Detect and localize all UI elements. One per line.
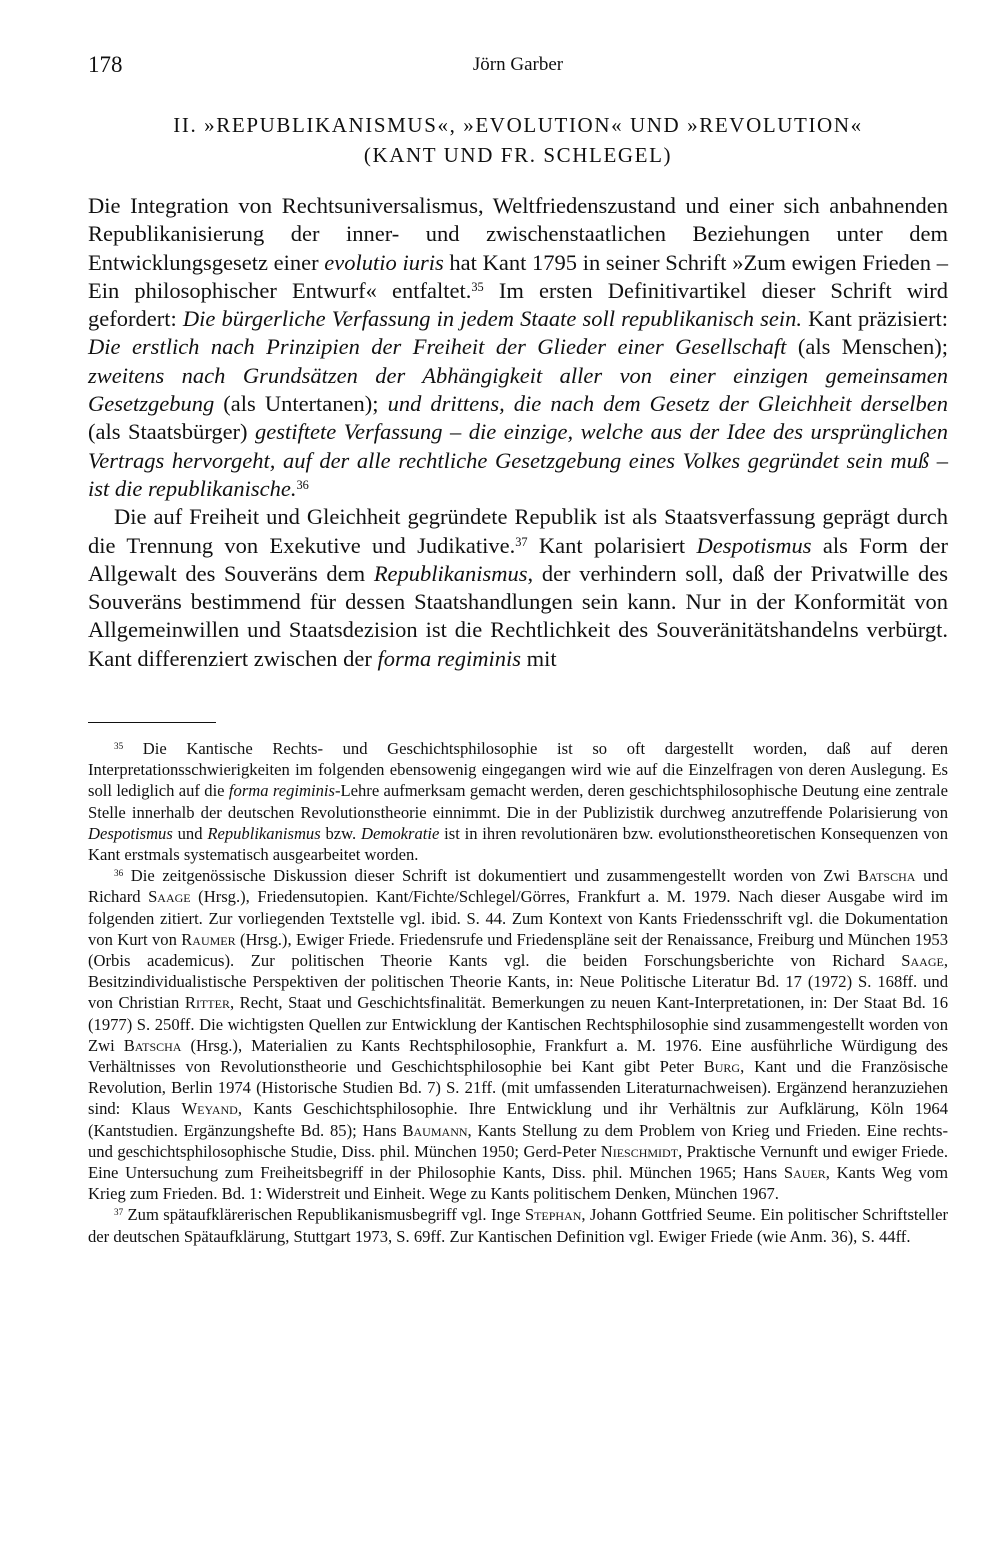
italic-run: Despotismus — [88, 823, 173, 843]
footnote-number: 36 — [114, 868, 124, 879]
text-run: mit — [521, 645, 557, 671]
text-run: Zum spätaufklärerischen Republikanismusbegriff vgl. Inge — [123, 1205, 525, 1225]
italic-run: Die bürgerliche Verfassung in jedem Staate soll republikanisch sein. — [182, 306, 803, 332]
text-run: (Hrsg.), Ewiger Friede. Friedensrufe und Friedenspläne seit der Renaissance, Freiburg und München 1953 (Orbis academicus). Zur politischen Theorie Kants vgl. die beiden Forschungsberichte von Richard — [88, 929, 948, 971]
text-run: , Kants Stellung zu dem Problem von Krieg und Frieden. Eine rechts- und geschichtsphilosophische Studie, Diss. phil. München 1950; Gerd-Peter — [88, 1120, 948, 1161]
text-run: , der verhindern soll, daß der Privatwille des Souveräns bestimmend für dessen Staatshandlungen sein kann. Nur in der Konformität von Allgemeinwillen und Staatsdezision ist die Rechtlichkeit des Souveränitätshandelns verbürgt. Kant differenziert zwischen der — [88, 560, 949, 671]
italic-run: und drittens, die nach dem Gesetz der Gleichheit derselben — [387, 391, 948, 417]
text-run: , Kants Geschichtsphilosophie. Ihre Entwicklung und ihr Verhältnis zur Aufklärung, Köln 1964 (Kantstudien. Ergänzungshefte Bd. 85); Hans — [88, 1099, 948, 1140]
text-run: , Besitzindividualistische Perspektiven der politischen Theorie Kants, in: Neue Politische Literatur Bd. 17 (1972) S. 168ff. und von Christian — [88, 951, 948, 1013]
author-name: Baumann — [402, 1120, 468, 1140]
text-run: Die Kantische Rechts- und Geschichtsphilosophie ist so oft dargestellt worden, daß auf deren Interpretationsschwierigkeiten im folgenden ebensowenig eingegangen wird wie auf die Einzelfragen von deren Auslegung. Es soll lediglich auf die — [88, 739, 948, 801]
author-name: Raumer — [181, 929, 236, 949]
italic-run: Republikanismus — [207, 823, 321, 843]
running-title: Jörn Garber — [472, 54, 564, 75]
italic-run: forma regiminis — [377, 645, 522, 671]
author-name: Stephan — [524, 1205, 582, 1225]
section-heading-line-1: II. »REPUBLIKANISMUS«, »EVOLUTION« UND »REVOLUTION« — [173, 113, 863, 137]
text-run: Die zeitgenössische Diskussion dieser Schrift ist dokumentiert und zusammengestellt worden von Zwi — [123, 866, 858, 886]
body-paragraph-2 — [88, 503, 948, 673]
author-name: Nieschmidt — [600, 1141, 679, 1161]
author-name: Batscha — [857, 866, 916, 886]
text-run: Kant polarisiert — [527, 532, 697, 558]
text-run: ist in ihren revolutionären bzw. evolutionstheoretischen Konsequenzen von Kant erstmals systematisch ausgearbeitet worden. — [88, 823, 948, 865]
text-run: (als Untertanen); — [214, 391, 388, 417]
text-run: , Praktische Vernunft und ewiger Friede. Eine Untersuchung zum Freiheitsbegriff in der Philosophie Kants, Diss. phil. München 1965; Hans — [88, 1141, 948, 1183]
text-run: Die auf Freiheit und Gleichheit gegründete Republik ist als Staatsverfassung geprägt durch die Trennung von Exekutive und Judikative. — [88, 504, 948, 558]
author-name: Saage — [148, 887, 191, 907]
footnote-35 — [88, 738, 948, 865]
italic-run: zweitens nach Grundsätzen der Abhängigkeit aller von einer einzigen gemeinsamen Gesetzgebung — [88, 362, 948, 417]
text-run: , Kants Weg vom Krieg zum Frieden. Bd. 1: Widerstreit und Einheit. Wege zu Kants politischem Denken, München 1967. — [88, 1163, 948, 1204]
text-run: , Johann Gottfried Seume. Ein politischer Schriftsteller der deutschen Spätaufklärung, Stuttgart 1973, S. 69ff. Zur Kantischen Definition vgl. Ewiger Friede (wie Anm. 36), S. 44ff. — [88, 1205, 948, 1246]
text-run: (als Staatsbürger) — [88, 419, 256, 445]
italic-run: Die erstlich nach Prinzipien der Freiheit der Glieder einer Gesellschaft — [88, 334, 787, 360]
author-name: Sauer — [783, 1163, 826, 1183]
text-run: als Form der Allgewalt des Souveräns dem — [88, 532, 948, 586]
body-text — [88, 192, 948, 673]
text-run: hat Kant 1795 in seiner Schrift »Zum ewigen Frieden – Ein philosophischer Entwurf« entfaltet. — [88, 249, 948, 303]
italic-run: Republikanismus — [373, 560, 528, 586]
text-run: bzw. — [320, 823, 361, 843]
text-run: (Hrsg.), Materialien zu Kants Rechtsphilosophie, Frankfurt a. M. 1976. Eine ausführliche Würdigung des Verhältnisses von Revolutionstheorie und Geschichtsphilosophie bei Kant gibt Peter — [88, 1035, 948, 1077]
text-run: und Richard — [88, 866, 948, 907]
author-name: Saage — [901, 951, 944, 971]
text-run: , Kant und die Französische Revolution, Berlin 1974 (Historische Studien Bd. 7) S. 21ff. (mit umfassenden Literaturnachweisen). Ergänzend heranzuziehen sind: Klaus — [88, 1057, 948, 1119]
author-name: Ritter — [184, 993, 230, 1013]
author-name: Weyand — [181, 1099, 238, 1119]
text-run: Die Integration von Rechtsuniversalismus, Weltfriedenszustand und einer sich anbahnenden Republikanisierung der inner- und zwischenstaatlichen Beziehungen unter dem Entwicklungsgesetz einer — [88, 193, 948, 275]
text-run: (als Menschen); — [786, 334, 949, 360]
text-run: Im ersten Definitivartikel dieser Schrift wird gefordert: — [88, 277, 949, 332]
section-heading — [88, 110, 948, 170]
body-paragraph-1 — [88, 192, 948, 503]
footnotes — [88, 738, 948, 1247]
footnote-divider — [88, 722, 216, 723]
text-run: Kant präzisiert: — [802, 306, 948, 332]
text-run: (Hrsg.), Friedensutopien. Kant/Fichte/Schlegel/Görres, Frankfurt a. M. 1979. Nach dieser Ausgabe wird im folgenden zitiert. Zur vorliegenden Textstelle vgl. ibid. S. 44. Zum Kontext von Kants Friedensschrift vgl. die Dokumentation von Kurt von — [88, 887, 948, 949]
footnote-ref-37[interactable]: 37 — [515, 534, 528, 549]
section-heading-line-2: (KANT UND FR. SCHLEGEL) — [363, 143, 673, 167]
italic-run: forma regiminis — [228, 781, 335, 801]
author-name: Batscha — [123, 1035, 182, 1055]
author-name: Burg — [703, 1057, 741, 1077]
text-run: , Recht, Staat und Geschichtsfinalität. Bemerkungen zu neuen Kant-Interpretationen, in: Der Staat Bd. 16 (1977) S. 250ff. Die wichtigsten Quellen zur Entwicklung der Kantischen Rechtsphilosophie sind zusammengestellt worden von Zwi — [88, 993, 949, 1055]
running-head — [88, 52, 948, 82]
italic-run: Despotismus — [696, 532, 812, 558]
italic-run: Demokratie — [361, 823, 440, 843]
footnote-ref-35[interactable]: 35 — [471, 280, 484, 295]
footnote-number: 37 — [114, 1207, 124, 1218]
footnote-number: 35 — [114, 740, 124, 751]
footnote-ref-36[interactable]: 36 — [296, 478, 309, 493]
footnote-36 — [88, 865, 948, 1204]
italic-run: evolutio iuris — [324, 249, 444, 275]
page-number: 178 — [88, 52, 123, 77]
text-run: -Lehre aufmerksam gemacht werden, deren geschichtsphilosophische Deutung eine zentrale Stelle innerhalb der deutschen Revolutionstheorie einnimmt. Die in der Publizistik durchweg anzutreffende Polarisierung von — [88, 781, 949, 822]
italic-run: gestiftete Verfassung – die einzige, welche aus der Idee des ursprünglichen Vertrags hervorgeht, auf der alle rechtliche Gesetzgebung eines Volkes gegründet sein muß – ist die republikanische. — [88, 419, 948, 501]
text-run: und — [172, 823, 208, 843]
footnote-37 — [88, 1204, 948, 1246]
